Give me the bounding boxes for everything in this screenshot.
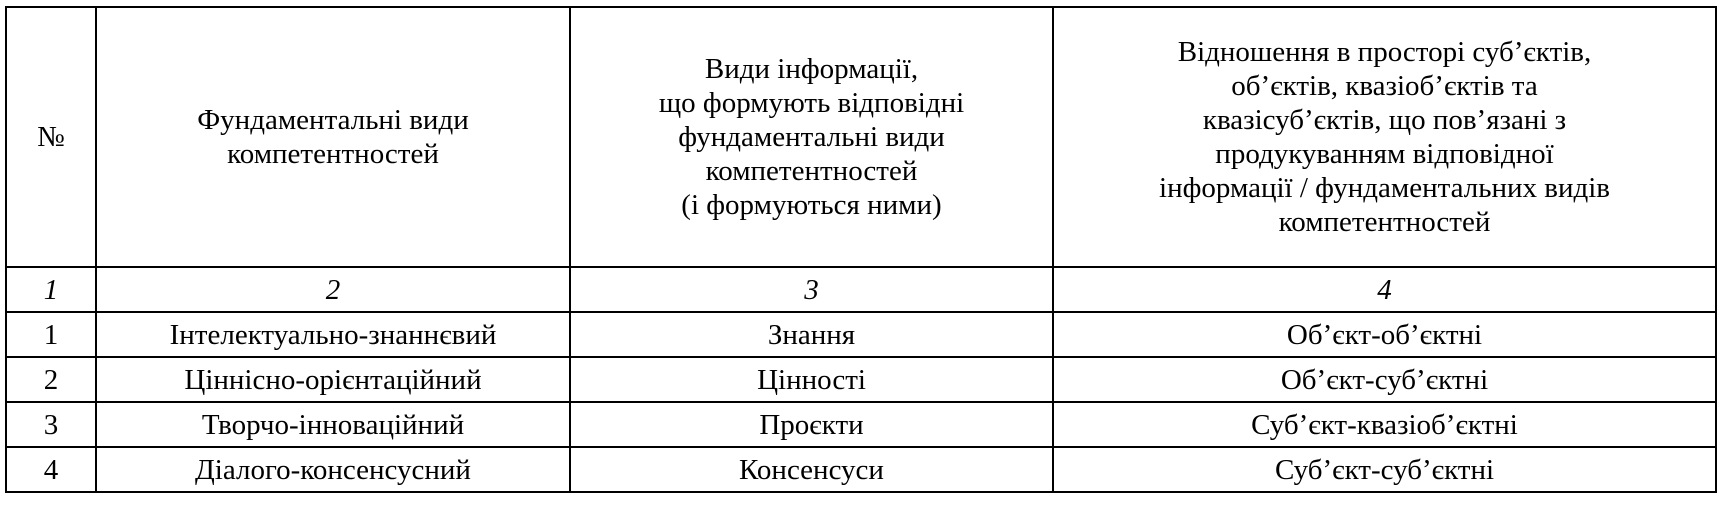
relation-type: Суб’єкт-квазіоб’єктні	[1053, 402, 1716, 447]
relation-type: Об’єкт-об’єктні	[1053, 312, 1716, 357]
competency-type: Ціннісно-орієнтаційний	[96, 357, 570, 402]
header-information-types: Види інформації, що формують відповідні фундаментальні види компетентностей (і формуються ними)	[570, 7, 1053, 267]
column-number: 3	[570, 267, 1053, 312]
row-number: 1	[6, 312, 96, 357]
column-number: 1	[6, 267, 96, 312]
table-row	[6, 312, 1716, 357]
information-type: Консенсуси	[570, 447, 1053, 492]
column-number: 4	[1053, 267, 1716, 312]
competency-type: Діалого-консенсусний	[96, 447, 570, 492]
header-row	[6, 7, 1716, 267]
table-row	[6, 402, 1716, 447]
header-relations: Відношення в просторі суб’єктів, об’єктів, квазіоб’єктів та квазісуб’єктів, що пов’язані з продукуванням відповідної інформації / фундаментальних видів компетентностей	[1053, 7, 1716, 267]
row-number: 2	[6, 357, 96, 402]
competency-type: Творчо-інноваційний	[96, 402, 570, 447]
table-row	[6, 357, 1716, 402]
row-number: 3	[6, 402, 96, 447]
relation-type: Об’єкт-суб’єктні	[1053, 357, 1716, 402]
header-fundamental-types: Фундаментальні види компетентностей	[96, 7, 570, 267]
information-type: Проєкти	[570, 402, 1053, 447]
column-number: 2	[96, 267, 570, 312]
information-type: Цінності	[570, 357, 1053, 402]
header-number: №	[6, 7, 96, 267]
competency-type: Інтелектуально-знаннєвий	[96, 312, 570, 357]
row-number: 4	[6, 447, 96, 492]
relation-type: Суб’єкт-суб’єктні	[1053, 447, 1716, 492]
competencies-table	[5, 6, 1717, 493]
information-type: Знання	[570, 312, 1053, 357]
column-number-row	[6, 267, 1716, 312]
table-row	[6, 447, 1716, 492]
